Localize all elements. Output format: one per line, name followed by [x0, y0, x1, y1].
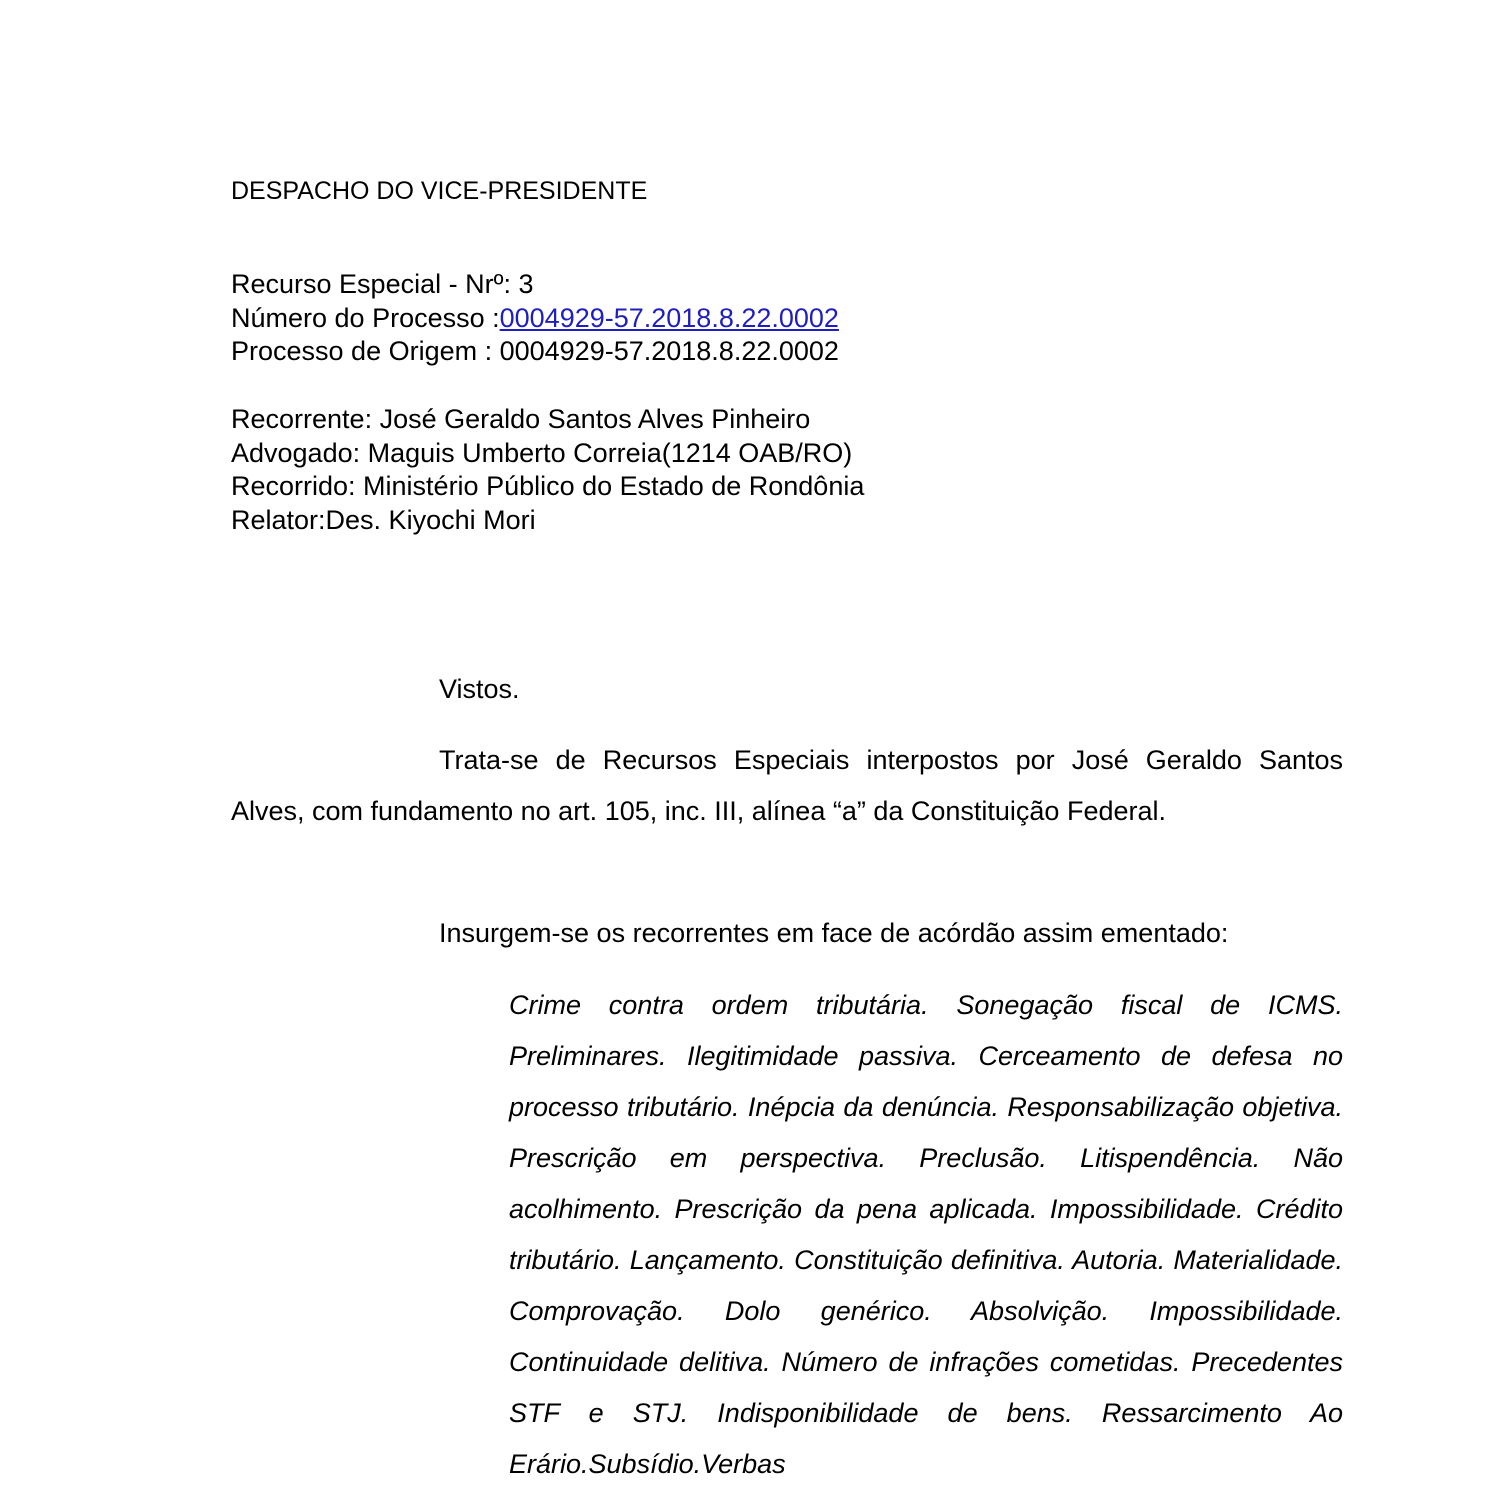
vistos-paragraph: [231, 664, 1343, 715]
recorrente-line: Recorrente: José Geraldo Santos Alves Pinheiro: [231, 404, 811, 434]
document-heading: DESPACHO DO VICE-PRESIDENTE: [231, 177, 648, 205]
relator-line: Relator:Des. Kiyochi Mori: [231, 504, 536, 535]
numero-processo-label: Número do Processo :: [231, 302, 500, 333]
insurgem-text: Insurgem-se os recorrentes em face de acórdão assim ementado:: [439, 918, 1229, 948]
insurgem-paragraph: [231, 908, 1343, 959]
numero-processo-link[interactable]: 0004929-57.2018.8.22.0002: [499, 302, 839, 333]
recurso-line: Recurso Especial - Nrº: 3: [231, 269, 534, 299]
numero-processo-line: [231, 302, 839, 336]
process-info-block: [231, 268, 839, 369]
trata-paragraph: Trata-se de Recursos Especiais interpostos por José Geraldo Santos Alves, com fundamento no art. 105, inc. III, alínea “a” da Constituição Federal.: [231, 745, 1343, 826]
recorrido-line: Recorrido: Ministério Público do Estado de Rondônia: [231, 471, 865, 502]
advogado-line: Advogado: Maguis Umberto Correia(1214 OAB/RO): [231, 437, 853, 468]
vistos-text: Vistos.: [439, 674, 520, 704]
parties-block: [231, 403, 864, 537]
ementa-quote: Crime contra ordem tributária. Sonegação fiscal de ICMS. Preliminares. Ilegitimidade passiva. Cerceamento de defesa no processo tributário. Inépcia da denúncia. Responsabilização objetiva. Prescrição em perspectiva. Preclusão. Litispendência. Não acolhimento. Prescrição da pena aplicada. Impossibilidade. Crédito tributário. Lançamento. Constituição definitiva. Autoria. Materialidade. Comprovação. Dolo genérico. Absolvição. Impossibilidade. Continuidade delitiva. Número de infrações cometidas. Precedentes STF e STJ. Indisponibilidade de bens. Ressarcimento Ao Erário.Subsídio.Verbas: [509, 990, 1343, 1479]
processo-origem-line: Processo de Origem : 0004929-57.2018.8.22.0002: [231, 336, 839, 367]
